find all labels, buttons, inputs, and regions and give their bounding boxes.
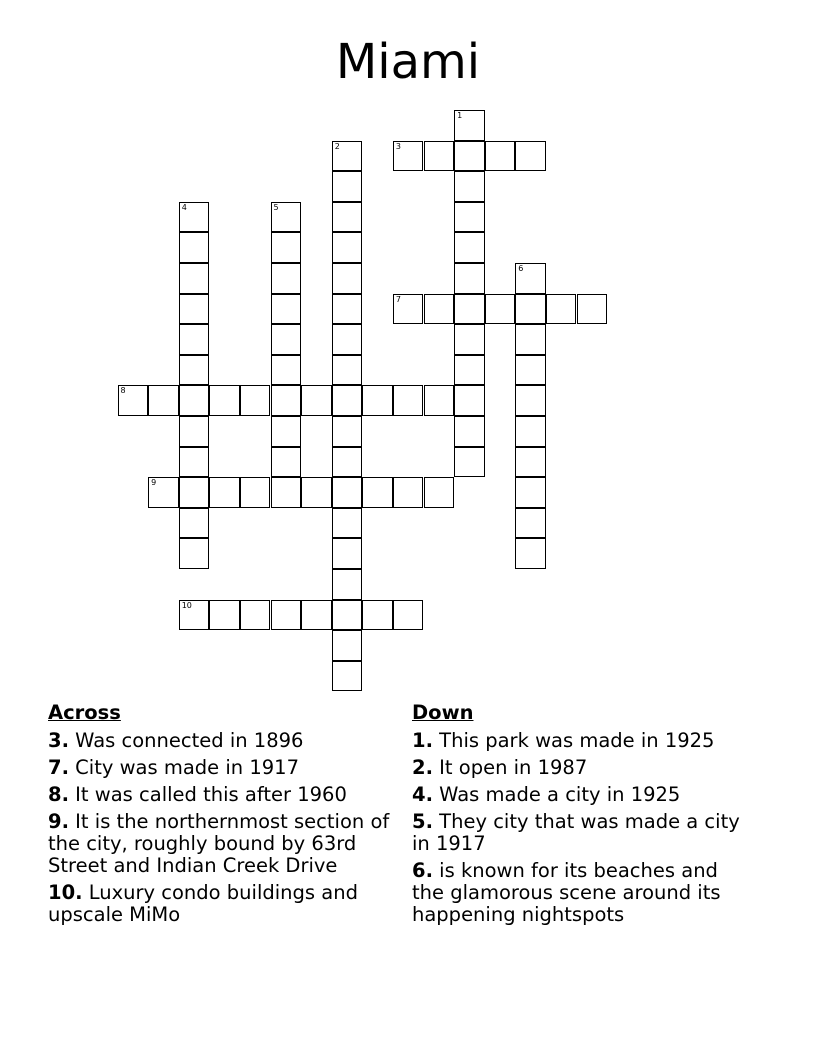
grid-cell[interactable] [454, 385, 485, 416]
grid-cell[interactable] [454, 447, 485, 478]
grid-cell[interactable] [240, 385, 271, 416]
grid-cell[interactable] [393, 385, 424, 416]
grid-cell[interactable] [179, 600, 210, 631]
grid-cell[interactable] [179, 202, 210, 233]
clue-number-label: 3. [48, 729, 69, 752]
grid-cell[interactable] [424, 294, 455, 325]
clue-number: 7 [395, 294, 401, 304]
grid-cell[interactable] [577, 294, 608, 325]
clue-text: Was connected in 1896 [68, 729, 304, 752]
grid-cell[interactable] [301, 600, 332, 631]
across-clues [48, 700, 403, 931]
grid-cell[interactable] [454, 202, 485, 233]
grid-cell[interactable] [179, 508, 210, 539]
clue-number: 4 [181, 202, 187, 212]
grid-cell[interactable] [271, 447, 302, 478]
grid-cell[interactable] [179, 416, 210, 447]
clue-number: 9 [151, 478, 157, 488]
across-heading: Across [48, 701, 121, 724]
grid-cell[interactable] [515, 294, 546, 325]
clue-number: 2 [334, 141, 340, 151]
clue-text: Was made a city in 1925 [432, 783, 681, 806]
grid-cell[interactable] [454, 110, 485, 141]
clue-text: They city that was made a city in 1917 [412, 810, 740, 855]
grid-cell[interactable] [179, 232, 210, 263]
grid-cell[interactable] [485, 141, 516, 172]
grid-cell[interactable] [454, 416, 485, 447]
across-clue [48, 882, 403, 926]
grid-cell[interactable] [424, 385, 455, 416]
grid-cell[interactable] [209, 600, 240, 631]
clue-number: 1 [457, 111, 463, 120]
grid-cell[interactable] [179, 355, 210, 386]
grid-cell[interactable] [454, 141, 485, 172]
grid-cell[interactable] [332, 630, 363, 661]
grid-cell[interactable] [515, 141, 546, 172]
clue-number: 10 [181, 600, 192, 610]
down-clue [412, 784, 752, 806]
clue-text: Luxury condo buildings and upscale MiMo [48, 881, 358, 926]
down-clue [412, 757, 752, 779]
across-clue [48, 757, 403, 779]
grid-cell[interactable] [393, 294, 424, 325]
grid-cell[interactable] [393, 477, 424, 508]
grid-cell[interactable] [332, 324, 363, 355]
grid-cell[interactable] [271, 324, 302, 355]
grid-cell[interactable] [332, 294, 363, 325]
clue-number: 3 [395, 141, 401, 151]
clue-number-label: 4. [412, 783, 433, 806]
grid-cell[interactable] [362, 477, 393, 508]
grid-cell[interactable] [515, 355, 546, 386]
grid-cell[interactable] [515, 263, 546, 294]
clue-number-label: 9. [48, 810, 69, 833]
puzzle-title: Miami [335, 34, 481, 90]
clue-number: 6 [518, 264, 524, 273]
grid-cell[interactable] [332, 416, 363, 447]
grid-cell[interactable] [454, 324, 485, 355]
grid-cell[interactable] [546, 294, 577, 325]
grid-cell[interactable] [332, 569, 363, 600]
grid-cell[interactable] [332, 508, 363, 539]
clue-number: 8 [120, 386, 126, 396]
grid-cell[interactable] [332, 447, 363, 478]
clue-text: is known for its beaches and the glamorous scene around its happening nightspots [412, 859, 721, 926]
clue-number: 5 [273, 202, 279, 212]
grid-cell[interactable] [515, 477, 546, 508]
grid-cell[interactable] [271, 232, 302, 263]
grid-cell[interactable] [271, 263, 302, 294]
grid-cell[interactable] [332, 263, 363, 294]
grid-cell[interactable] [271, 294, 302, 325]
grid-cell[interactable] [454, 355, 485, 386]
grid-cell[interactable] [332, 171, 363, 202]
grid-cell[interactable] [271, 416, 302, 447]
clue-number-label: 1. [412, 729, 433, 752]
down-clue-list [412, 730, 752, 926]
grid-cell[interactable] [332, 202, 363, 233]
grid-cell[interactable] [240, 477, 271, 508]
across-clue [48, 811, 403, 877]
grid-cell[interactable] [332, 661, 363, 692]
grid-cell[interactable] [179, 324, 210, 355]
grid-cell[interactable] [240, 600, 271, 631]
grid-cell[interactable] [148, 385, 179, 416]
grid-cell[interactable] [271, 385, 302, 416]
grid-cell[interactable] [332, 477, 363, 508]
clue-number-label: 8. [48, 783, 69, 806]
down-heading: Down [412, 701, 474, 724]
grid-cell[interactable] [209, 385, 240, 416]
grid-cell[interactable] [271, 477, 302, 508]
grid-cell[interactable] [393, 141, 424, 172]
grid-cell[interactable] [179, 477, 210, 508]
across-clue [48, 784, 403, 806]
grid-cell[interactable] [393, 600, 424, 631]
grid-cell[interactable] [301, 385, 332, 416]
across-clue-list [48, 730, 403, 926]
down-clue [412, 811, 752, 855]
grid-cell[interactable] [179, 294, 210, 325]
grid-cell[interactable] [454, 263, 485, 294]
grid-cell[interactable] [271, 355, 302, 386]
grid-cell[interactable] [301, 477, 332, 508]
clue-number-label: 2. [412, 756, 433, 779]
grid-cell[interactable] [362, 385, 393, 416]
grid-cell[interactable] [148, 477, 179, 508]
grid-cell[interactable] [118, 385, 149, 416]
clue-number-label: 5. [412, 810, 433, 833]
grid-cell[interactable] [454, 294, 485, 325]
down-clue [412, 730, 752, 752]
grid-cell[interactable] [424, 477, 455, 508]
grid-cell[interactable] [515, 508, 546, 539]
grid-cell[interactable] [179, 385, 210, 416]
grid-cell[interactable] [454, 232, 485, 263]
grid-cell[interactable] [332, 600, 363, 631]
across-clue [48, 730, 403, 752]
grid-cell[interactable] [485, 294, 516, 325]
grid-cell[interactable] [515, 447, 546, 478]
grid-cell[interactable] [515, 324, 546, 355]
grid-cell[interactable] [271, 600, 302, 631]
grid-cell[interactable] [179, 447, 210, 478]
clue-text: It was called this after 1960 [68, 783, 347, 806]
grid-cell[interactable] [332, 232, 363, 263]
clue-number-label: 7. [48, 756, 69, 779]
clue-number-label: 10. [48, 881, 83, 904]
grid-cell[interactable] [209, 477, 240, 508]
grid-cell[interactable] [179, 538, 210, 569]
grid-cell[interactable] [515, 416, 546, 447]
clue-text: It open in 1987 [432, 756, 588, 779]
grid-cell[interactable] [332, 355, 363, 386]
grid-cell[interactable] [332, 385, 363, 416]
clue-number-label: 6. [412, 859, 433, 882]
down-clues [412, 700, 752, 931]
grid-cell[interactable] [179, 263, 210, 294]
clue-text: City was made in 1917 [68, 756, 299, 779]
grid-cell[interactable] [515, 538, 546, 569]
clue-text: This park was made in 1925 [432, 729, 715, 752]
grid-cell[interactable] [362, 600, 393, 631]
grid-cell[interactable] [424, 141, 455, 172]
grid-cell[interactable] [332, 538, 363, 569]
grid-cell[interactable] [332, 141, 363, 172]
grid-cell[interactable] [271, 202, 302, 233]
clue-text: It is the northernmost section of the city, roughly bound by 63rd Street and Indian Creek Drive [48, 810, 390, 877]
down-clue [412, 860, 752, 926]
grid-cell[interactable] [454, 171, 485, 202]
grid-cell[interactable] [515, 385, 546, 416]
